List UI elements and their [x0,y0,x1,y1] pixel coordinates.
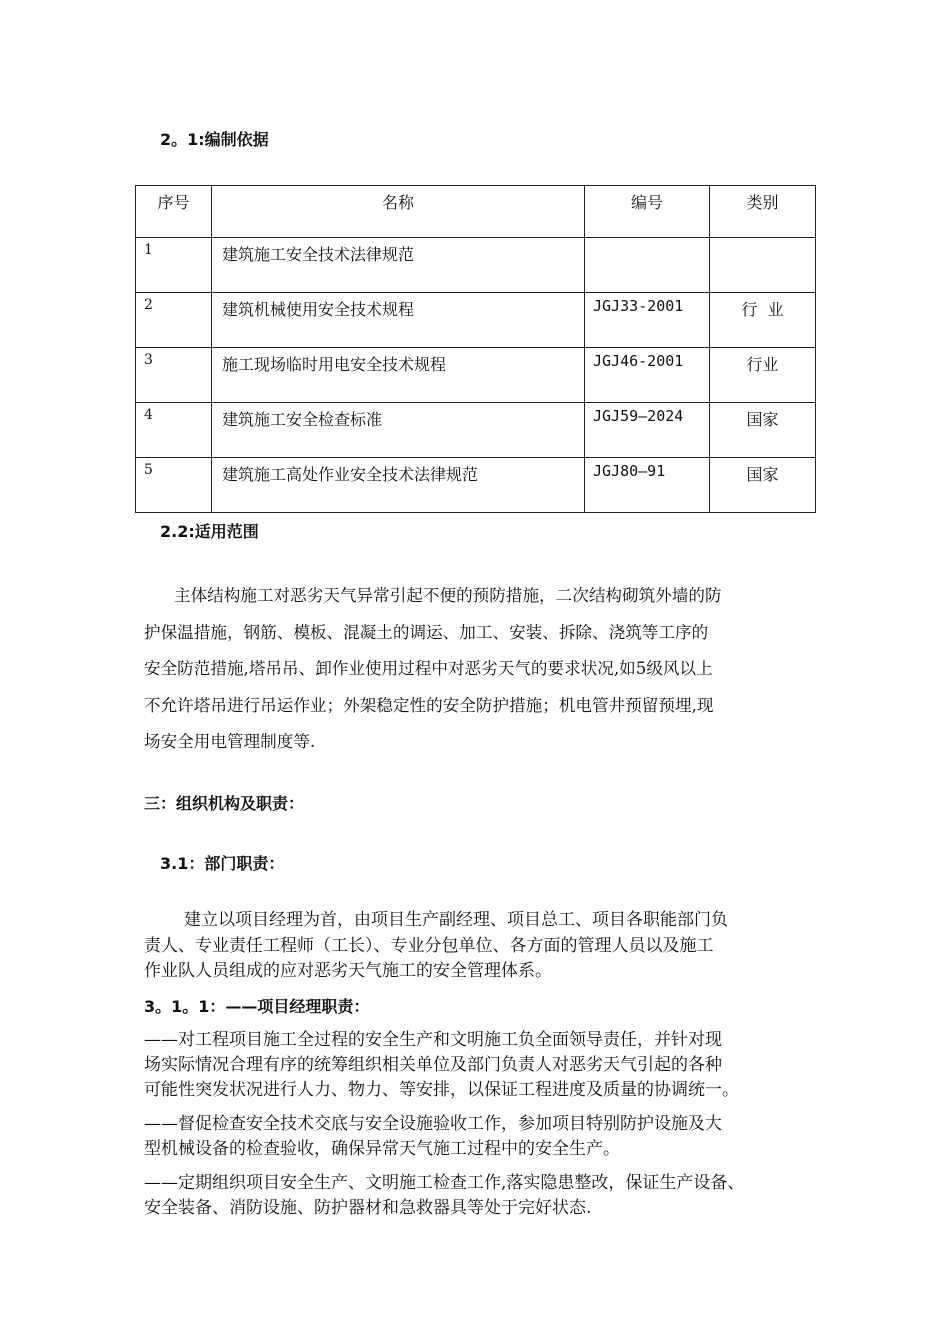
manager-duty-line: ——定期组织项目安全生产、文明施工检查工作,落实隐患整改，保证生产设备、 [144,1173,745,1193]
cell-no: 1 [136,238,212,293]
table-header-row [136,186,816,238]
cell-code: JGJ46-2001 [585,348,710,403]
cell-no: 2 [136,293,212,348]
cell-code: JGJ80—91 [585,458,710,513]
cell-no: 3 [136,348,212,403]
cell-no: 4 [136,403,212,458]
header-category: 类别 [710,186,816,238]
manager-duty-line: 型机械设备的检查验收，确保异常天气施工过程中的安全生产。 [144,1139,620,1159]
table-row [136,238,816,293]
duties-line: 责人、专业责任工程师（工长）、专业分包单位、各方面的管理人员以及施工 [144,935,714,956]
section-3-1-1-title: 3。1。1：——项目经理职责： [144,997,370,1016]
scope-paragraph [144,578,722,761]
duties-line: 作业队人员组成的应对恶劣天气施工的安全管理体系。 [144,961,552,981]
scope-line: 护保温措施，钢筋、模板、混凝土的调运、加工、安装、拆除、浇筑等工序的 [144,622,709,642]
scope-line: 场安全用电管理制度等. [144,732,316,751]
manager-duty-line: ——对工程项目施工全过程的安全生产和文明施工负全面领导责任，并针对现 [144,1030,722,1050]
cell-name: 建筑施工安全检查标准 [212,403,585,458]
manager-duty-3 [144,1171,744,1221]
cell-name: 施工现场临时用电安全技术规程 [212,348,585,403]
manager-duty-2 [144,1112,722,1162]
table-row [136,458,816,513]
cell-code: JGJ33-2001 [585,293,710,348]
cell-category: 国家 [710,403,816,458]
cell-category [710,238,816,293]
cell-name: 建筑施工安全技术法律规范 [212,238,585,293]
scope-line: 安全防范措施,塔吊吊、卸作业使用过程中对恶劣天气的要求状况,如5级风以上 [144,659,713,678]
section-3-1-title: 3.1：部门职责： [160,854,285,873]
header-no: 序号 [136,186,212,238]
cell-no: 5 [136,458,212,513]
scope-line: 不允许塔吊进行吊运作业；外架稳定性的安全防护措施；机电管井预留预埋,现 [144,695,714,715]
header-code: 编号 [585,186,710,238]
cell-code: JGJ59—2024 [585,403,710,458]
manager-duty-line: 可能性突发状况进行人力、物力、等安排，以保证工程进度及质量的协调统一。 [144,1080,739,1100]
cell-name: 建筑机械使用安全技术规程 [212,293,585,348]
cell-category: 国家 [710,458,816,513]
table-row [136,348,816,403]
section-2-1-title: 2。1:编制依据 [160,130,269,149]
department-duties-paragraph [144,908,728,985]
table-row [136,403,816,458]
header-name: 名称 [212,186,585,238]
section-2-2-title: 2.2:适用范围 [160,522,259,541]
cell-name: 建筑施工高处作业安全技术法律规范 [212,458,585,513]
section-3-title: 三：组织机构及职责： [144,794,305,813]
manager-duty-line: 场实际情况合理有序的统筹组织相关单位及部门负责人对恶劣天气引起的各种 [144,1055,722,1075]
cell-category: 行业 [710,348,816,403]
table-row [136,293,816,348]
duties-line: 建立以项目经理为首，由项目生产副经理、项目总工、项目各职能部门负 [184,910,728,930]
manager-duty-line: ——督促检查安全技术交底与安全设施验收工作，参加项目特别防护设施及大 [144,1114,722,1134]
cell-code [585,238,710,293]
manager-duty-line: 安全装备、消防设施、防护器材和急救器具等处于完好状态. [144,1198,592,1218]
cell-category: 行 业 [710,293,816,348]
reference-table [135,185,816,513]
manager-duty-1 [144,1028,739,1103]
scope-line: 主体结构施工对恶劣天气异常引起不便的预防措施，二次结构砌筑外墙的防 [174,586,722,605]
